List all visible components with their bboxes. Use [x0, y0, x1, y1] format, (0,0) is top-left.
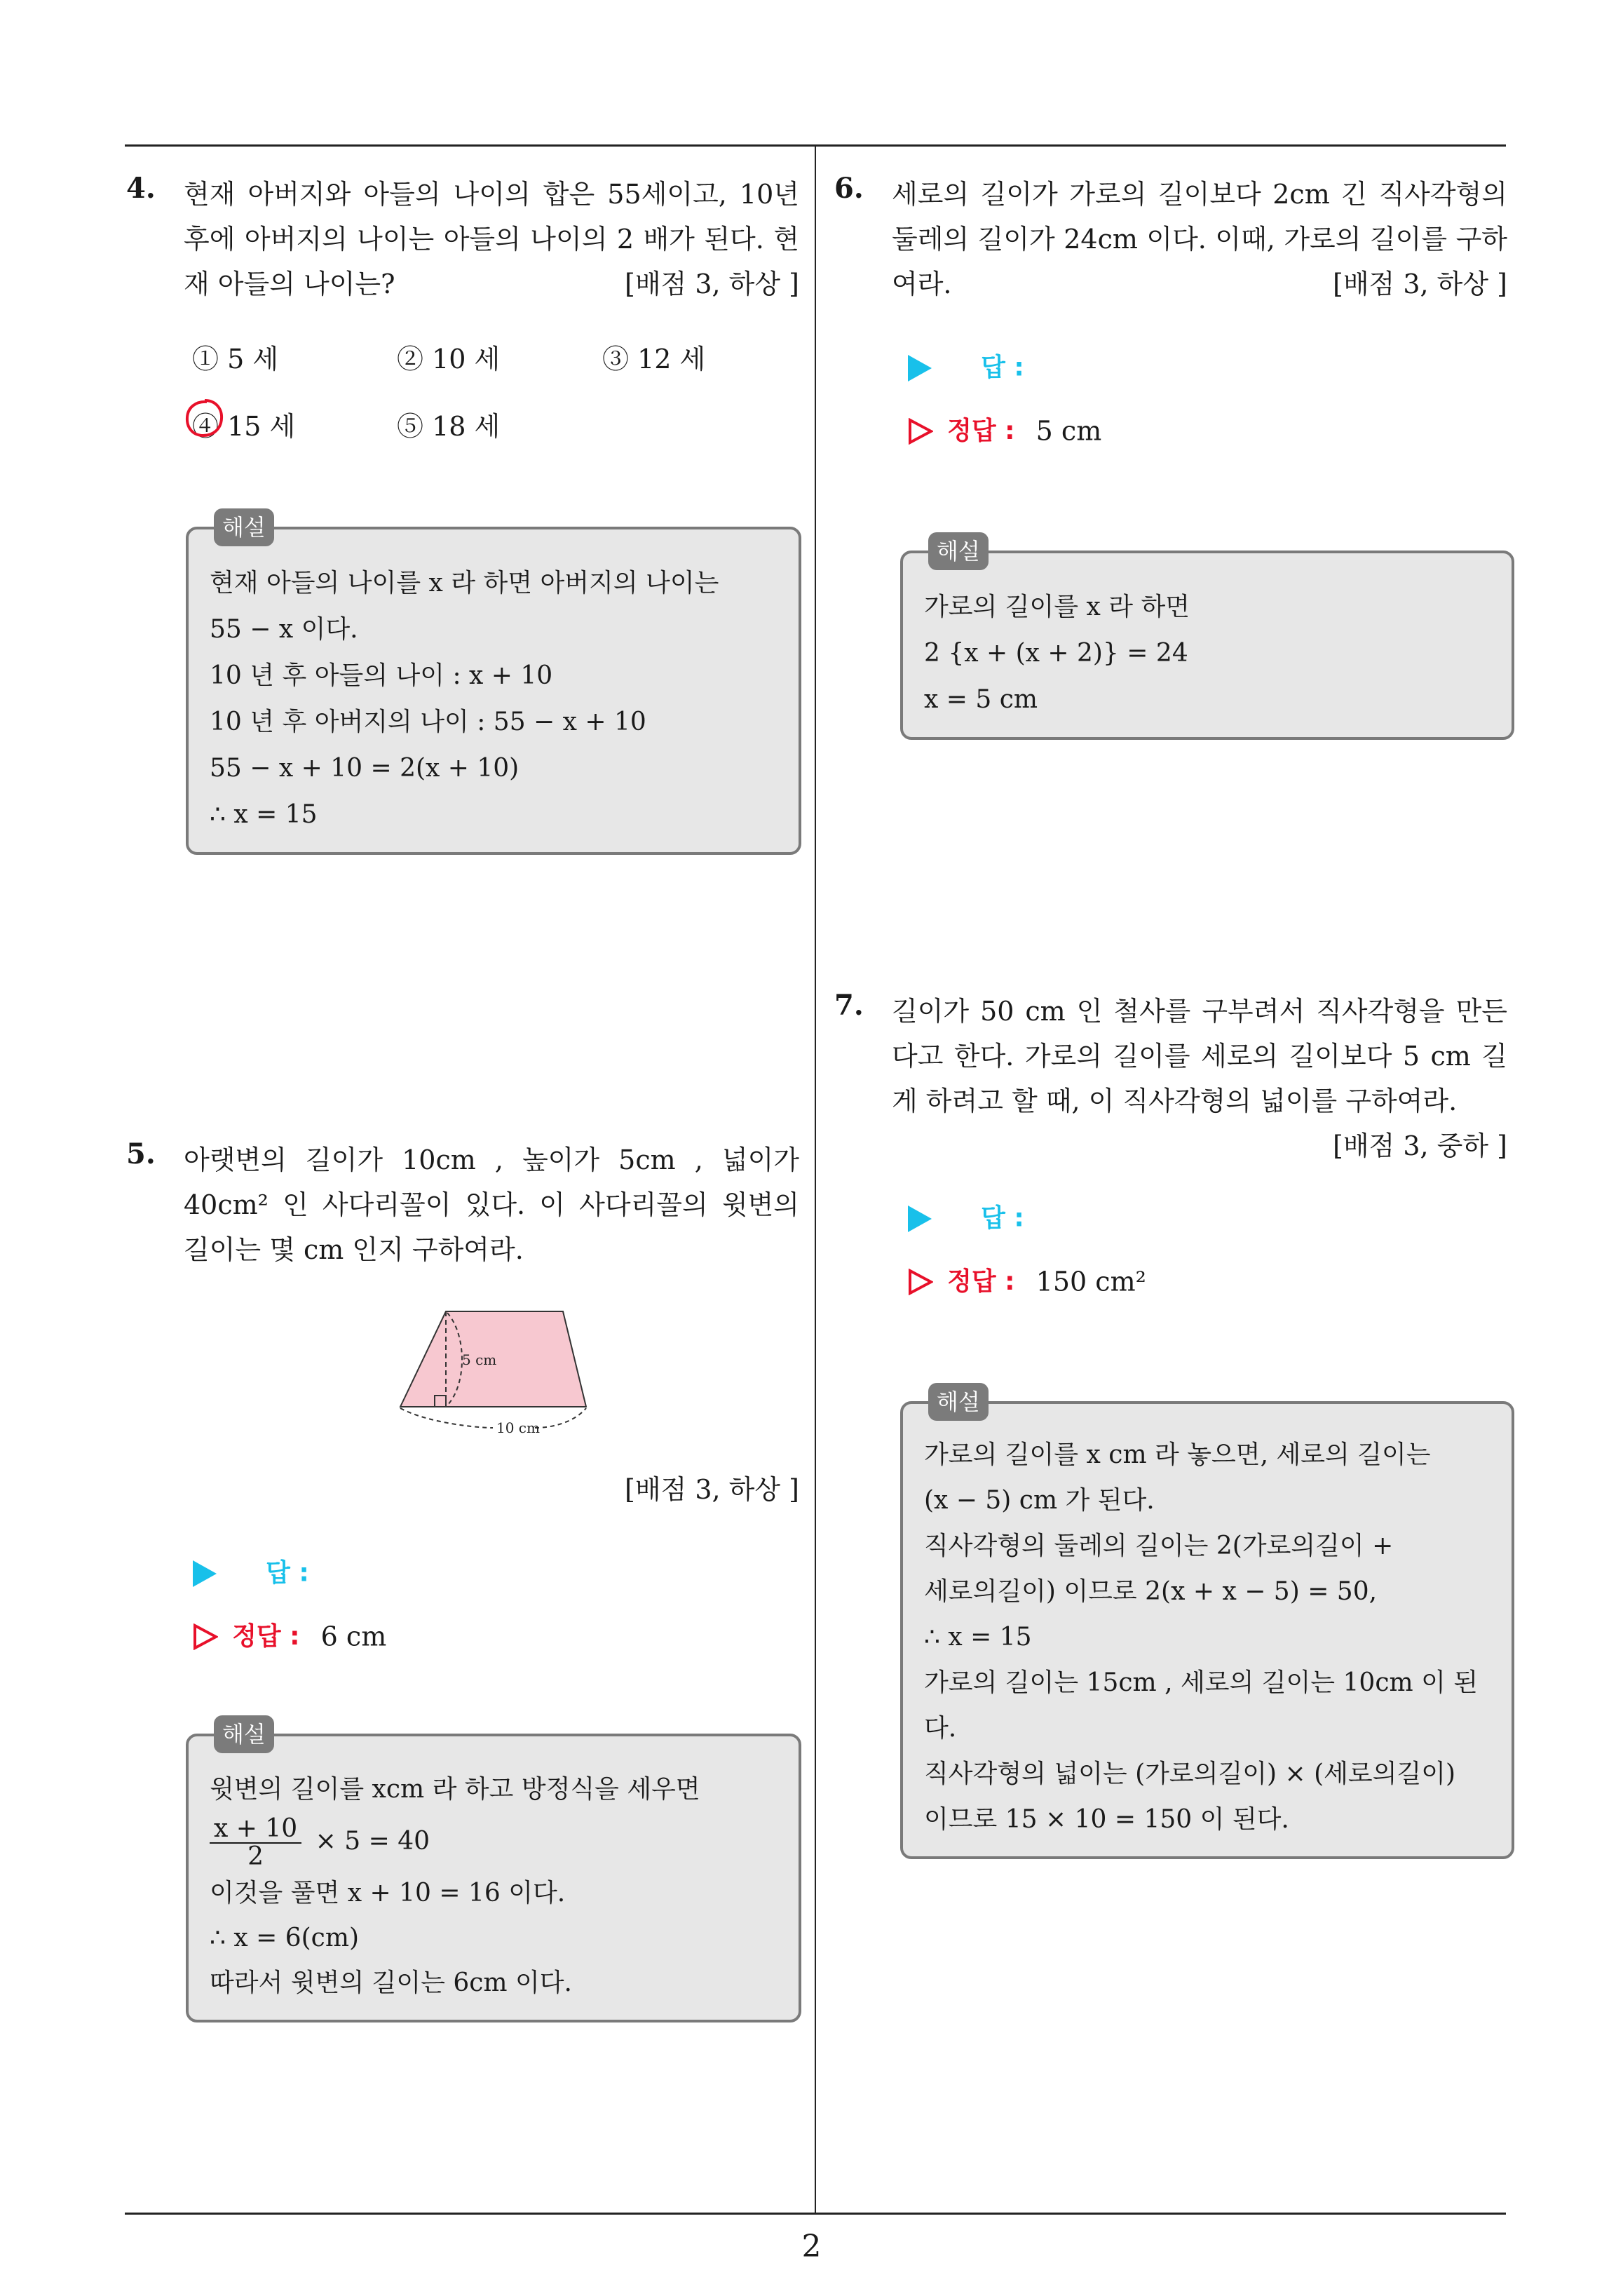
problem-text: 아랫변의 길이가 10cm , 높이가 5cm , 넓이가 40cm² 인 사다리꼴이 있다. 이 사다리꼴의 윗변의 길이는 몇 cm 인지 구하여라.	[184, 1144, 799, 1265]
choice-2[interactable]: ② 10 세	[397, 344, 501, 374]
problem-number: 7.	[834, 989, 864, 1022]
column-divider	[815, 146, 816, 2215]
exp-line: 10 년 후 아버지의 나이 : 55 − x + 10	[210, 708, 646, 736]
score: [배점 3, 하상 ]	[1333, 269, 1507, 299]
choice-5[interactable]: ⑤ 18 세	[397, 411, 501, 442]
problem-7	[834, 989, 1507, 1859]
explanation-tag: 해설	[928, 1383, 989, 1421]
problem-text: 길이가 50 cm 인 철사를 구부려서 직사각형을 만든다고 한다. 가로의 길이를 세로의 길이보다 5 cm 길게 하려고 할 때, 이 직사각형의 넓이를 구하여라.	[892, 996, 1507, 1116]
correct-label: 정답 :	[947, 416, 1015, 445]
exp-line: 55 − x 이다.	[210, 615, 358, 644]
exp-line: 가로의 길이는 15cm , 세로의 길이는 10cm 이 된	[924, 1668, 1479, 1697]
fraction-rest: × 5 = 40	[315, 1827, 430, 1856]
explanation-tag: 해설	[214, 508, 274, 546]
fraction-numerator: x + 10	[210, 1816, 301, 1844]
score: [배점 3, 중하 ]	[1333, 1130, 1507, 1161]
exp-line: 현재 아들의 나이를 x 라 하면 아버지의 나이는	[210, 569, 719, 597]
exp-fraction-line	[210, 1812, 777, 1871]
correct-answer-row	[193, 1619, 799, 1652]
exp-line: 직사각형의 넓이는 (가로의길이) × (세로의길이)	[924, 1760, 1456, 1788]
selected-circle-icon	[184, 398, 224, 438]
exp-line: ∴ x = 6(cm)	[210, 1924, 359, 1952]
correct-answer-row	[908, 413, 1507, 447]
answer-row	[908, 1201, 1507, 1231]
fraction	[210, 1816, 301, 1870]
problem-4	[126, 172, 799, 855]
problem-text: 세로의 길이가 가로의 길이보다 2cm 긴 직사각형의 둘레의 길이가 24cm 이다. 이때, 가로의 길이를 구하여라.	[892, 179, 1507, 299]
exp-line: ∴ x = 15	[924, 1623, 1032, 1652]
explanation-box	[900, 538, 1514, 740]
play-icon	[908, 1206, 932, 1232]
outline-triangle-icon	[193, 1623, 218, 1650]
exp-line: 가로의 길이를 x cm 라 놓으면, 세로의 길이는	[924, 1440, 1431, 1469]
correct-value: 5 cm	[1035, 415, 1102, 447]
exp-line: (x − 5) cm 가 된다.	[924, 1486, 1155, 1515]
explanation-box	[900, 1389, 1514, 1859]
correct-answer-row	[908, 1264, 1507, 1295]
trapezoid-diagram	[126, 1279, 799, 1440]
exp-line: 2 {x + (x + 2)} = 24	[924, 639, 1188, 668]
exp-line: 세로의길이) 이므로 2(x + x − 5) = 50,	[924, 1577, 1378, 1606]
answer-row	[908, 350, 1507, 381]
exp-line: 다.	[924, 1714, 957, 1743]
outline-triangle-icon	[908, 418, 933, 445]
exp-line: 이므로 15 × 10 = 150 이 된다.	[924, 1805, 1289, 1834]
exp-line: x = 5 cm	[924, 685, 1038, 714]
score: [배점 3, 하상 ]	[625, 269, 799, 299]
explanation-tag: 해설	[214, 1715, 274, 1753]
exp-line: 가로의 길이를 x 라 하면	[924, 593, 1190, 621]
exp-line: 이것을 풀면 x + 10 = 16 이다.	[210, 1879, 566, 1907]
score: [배점 3, 하상 ]	[625, 1474, 799, 1505]
outline-triangle-icon	[908, 1269, 933, 1295]
correct-label: 정답 :	[232, 1621, 300, 1651]
correct-value: 6 cm	[320, 1621, 387, 1652]
problem-number: 4.	[126, 172, 156, 205]
exp-line: 따라서 윗변의 길이는 6cm 이다.	[210, 1969, 572, 1997]
exp-line: 윗변의 길이를 xcm 라 하고 방정식을 세우면	[210, 1775, 700, 1804]
explanation-box	[186, 1721, 801, 2022]
exp-line: 10 년 후 아들의 나이 : x + 10	[210, 661, 553, 690]
exp-line: 직사각형의 둘레의 길이는 2(가로의길이 +	[924, 1532, 1394, 1560]
correct-label: 정답 :	[947, 1267, 1015, 1296]
problem-5	[126, 1137, 799, 2022]
explanation-tag: 해설	[928, 532, 989, 570]
choice-3[interactable]: ③ 12 세	[602, 344, 706, 374]
choice-4[interactable]	[192, 405, 295, 443]
answer-label: 답 :	[981, 1203, 1024, 1233]
exp-line: 55 − x + 10 = 2(x + 10)	[210, 754, 520, 783]
exp-line: ∴ x = 15	[210, 800, 318, 829]
bottom-rule	[125, 2213, 1506, 2215]
answer-label: 답 :	[266, 1558, 309, 1588]
choice-4-label: ④ 15 세	[192, 411, 296, 442]
choice-1[interactable]: ① 5 세	[192, 344, 279, 374]
explanation-box	[186, 514, 801, 855]
problem-text: 현재 아버지와 아들의 나이의 합은 55세이고, 10년 후에 아버지의 나이는 아들의 나이의 2 배가 된다. 현재 아들의 나이는?	[184, 179, 799, 299]
fraction-denominator: 2	[247, 1842, 264, 1871]
base-label: 10 cm	[496, 1419, 540, 1436]
answer-label: 답 :	[981, 353, 1024, 382]
page-number: 2	[801, 2229, 822, 2264]
height-label: 5 cm	[462, 1351, 497, 1368]
problem-6	[834, 172, 1507, 740]
play-icon	[908, 355, 932, 381]
answer-row	[193, 1555, 799, 1586]
correct-value: 150 cm²	[1035, 1266, 1146, 1297]
choice-list	[192, 337, 799, 478]
problem-number: 5.	[126, 1137, 156, 1170]
problem-number: 6.	[834, 172, 864, 205]
trapezoid-figure	[126, 1279, 799, 1440]
play-icon	[193, 1560, 217, 1587]
